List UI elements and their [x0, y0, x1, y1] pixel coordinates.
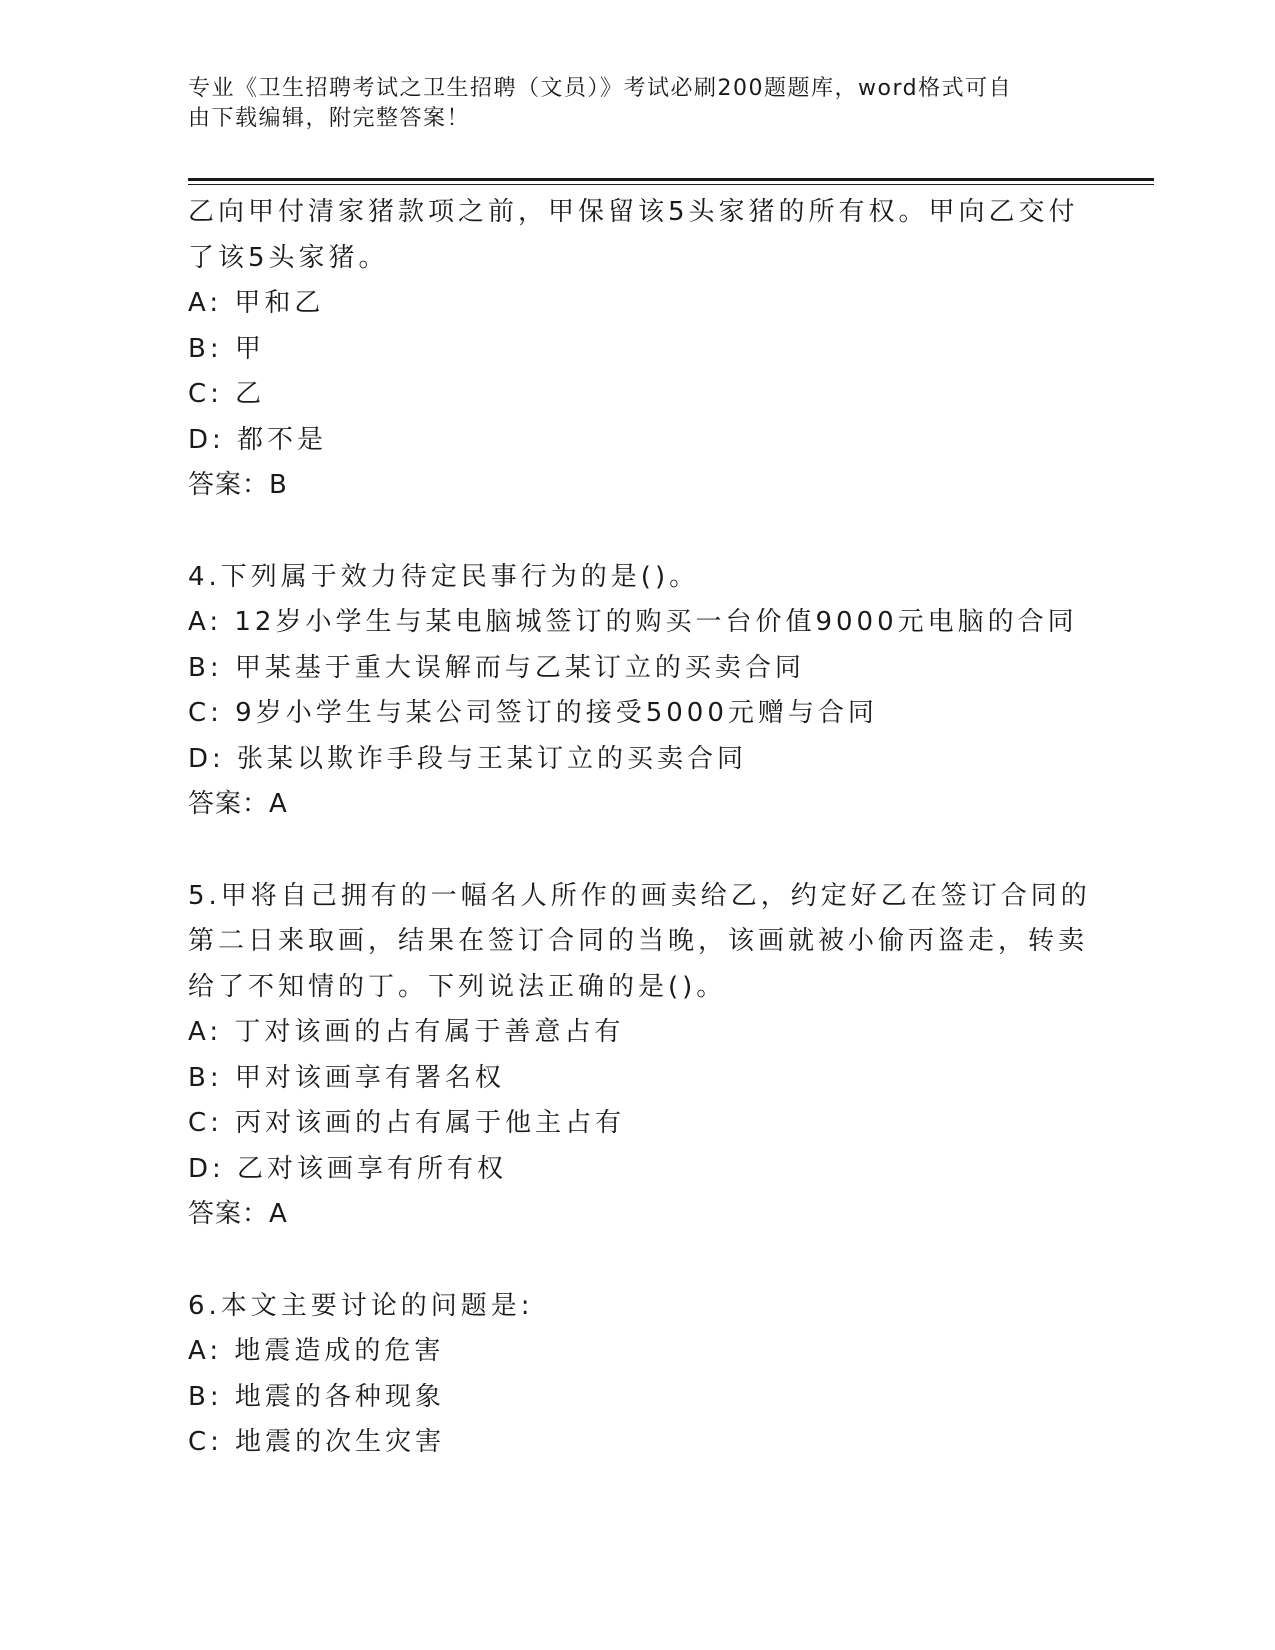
spacer: [188, 828, 1068, 874]
answer: 答案：A: [188, 1199, 288, 1229]
question-3: [188, 190, 1079, 509]
question-4: [188, 555, 1078, 828]
option-a: A: 甲和乙: [188, 288, 325, 318]
option-b: B: 甲: [188, 333, 265, 364]
option-b: B: 地震的各种现象: [188, 1381, 445, 1412]
question-stem-line: 乙向甲付清家猪款项之前，甲保留该5头家猪的所有权。甲向乙交付: [188, 197, 1079, 227]
header-divider-thin: [188, 184, 1154, 185]
option-c: C: 9岁小学生与某公司签订的接受5000元赠与合同: [188, 698, 878, 728]
option-a: A: 丁对该画的占有属于善意占有: [188, 1017, 625, 1047]
option-c: C: 地震的次生灾害: [188, 1427, 446, 1457]
option-d: D: 乙对该画享有所有权: [188, 1153, 508, 1184]
answer: 答案：A: [188, 789, 288, 819]
header-line-1: 专业《卫生招聘考试之卫生招聘（文员）》考试必刷200题题库，word格式可自: [188, 76, 1013, 101]
option-a: A: 地震造成的危害: [188, 1336, 445, 1366]
question-stem-line: 4.下列属于效力待定民事行为的是()。: [188, 561, 700, 592]
option-a: A: 12岁小学生与某电脑城签订的购买一台价值9000元电脑的合同: [188, 607, 1078, 637]
header-divider-thick: [188, 178, 1154, 181]
spacer: [188, 1238, 1068, 1284]
question-stem-line: 5.甲将自己拥有的一幅名人所作的画卖给乙，约定好乙在签订合同的: [188, 880, 1091, 911]
option-d: D: 张某以欺诈手段与王某订立的买卖合同: [188, 743, 748, 774]
question-6: [188, 1284, 1068, 1466]
option-c: C: 丙对该画的占有属于他主占有: [188, 1108, 626, 1138]
option-d: D: 都不是: [188, 424, 328, 455]
option-b: B: 甲对该画享有署名权: [188, 1062, 505, 1093]
question-stem-line: 6.本文主要讨论的问题是:: [188, 1290, 534, 1321]
question-stem-line: 给了不知情的丁。下列说法正确的是()。: [188, 971, 727, 1002]
document-header: [188, 74, 1078, 134]
document-body: [188, 190, 1091, 1466]
question-stem-line: 了该5头家猪。: [188, 242, 389, 273]
spacer: [188, 509, 1068, 555]
answer: 答案：B: [188, 470, 288, 500]
header-line-2: 由下载编辑，附完整答案！: [188, 106, 471, 131]
option-b: B: 甲某基于重大误解而与乙某订立的买卖合同: [188, 652, 805, 683]
question-stem-line: 第二日来取画，结果在签订合同的当晚，该画就被小偷丙盗走，转卖: [188, 926, 1089, 956]
question-5: [188, 874, 1091, 1238]
option-c: C: 乙: [188, 379, 266, 409]
